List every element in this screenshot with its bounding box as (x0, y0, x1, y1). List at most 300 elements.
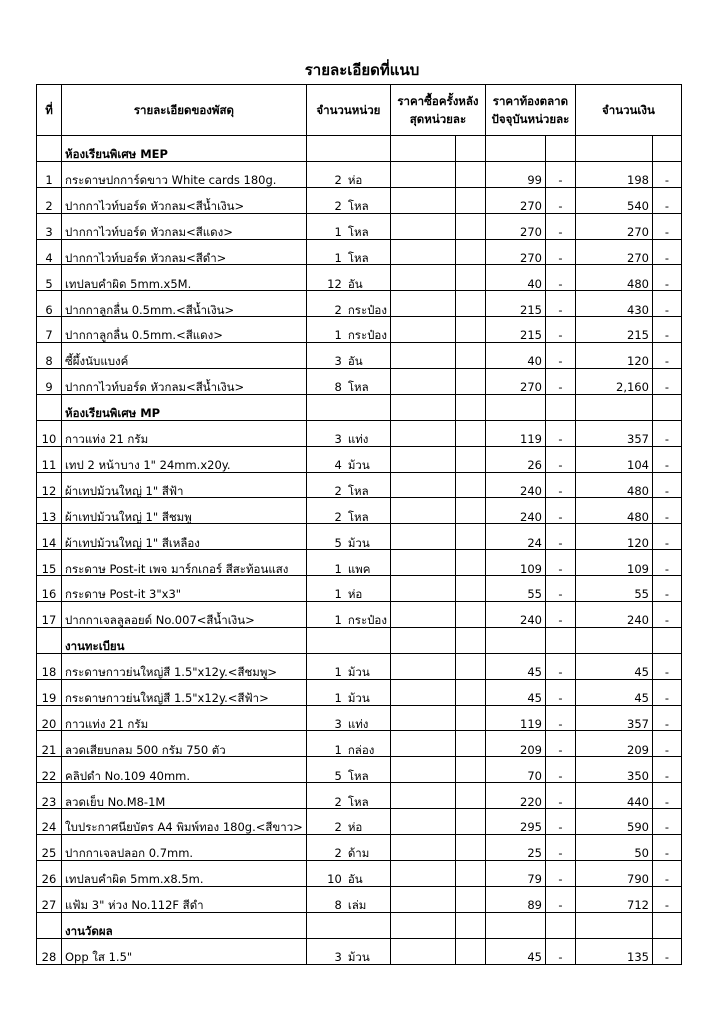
amount-fraction: - (652, 369, 681, 395)
item-description: กาวแท่ง 21 กรัม (62, 705, 307, 731)
last-price-fraction-cell (455, 187, 485, 213)
amount-fraction: - (652, 705, 681, 731)
last-price-cell (390, 420, 455, 446)
market-price-fraction: - (545, 446, 575, 472)
quantity-unit: กระป๋อง (347, 613, 387, 628)
header-last-price: ราคาซื้อครั้งหลังสุดหน่วยละ (390, 85, 485, 136)
section-label: ห้องเรียนพิเศษ MEP (62, 136, 307, 162)
quantity-number: 1 (334, 665, 342, 680)
empty-cell (575, 136, 652, 162)
amount: 480 (575, 265, 652, 291)
market-price-fraction: - (545, 809, 575, 835)
market-price-fraction: - (545, 472, 575, 498)
last-price-cell (390, 498, 455, 524)
last-price-fraction-cell (455, 291, 485, 317)
last-price-fraction-cell (455, 731, 485, 757)
item-quantity (306, 369, 390, 395)
table-row (37, 938, 682, 964)
item-quantity (306, 835, 390, 861)
quantity-number: 2 (334, 794, 342, 809)
amount-fraction: - (652, 524, 681, 550)
header-no: ที่ (37, 85, 62, 136)
last-price-cell (390, 446, 455, 472)
last-price-fraction-cell (455, 576, 485, 602)
quantity-unit: อัน (347, 872, 363, 887)
quantity-unit: โหล (347, 483, 369, 498)
quantity-number: 2 (334, 509, 342, 524)
row-number: 2 (37, 187, 62, 213)
market-price-fraction: - (545, 576, 575, 602)
table-row (37, 705, 682, 731)
market-price: 45 (485, 679, 545, 705)
last-price-fraction-cell (455, 446, 485, 472)
last-price-fraction-cell (455, 239, 485, 265)
empty-cell (545, 912, 575, 938)
row-number: 14 (37, 524, 62, 550)
table-row (37, 809, 682, 835)
amount: 357 (575, 705, 652, 731)
last-price-cell (390, 576, 455, 602)
item-description: ผ้าเทปม้วนใหญ่ 1" สีเหลือง (62, 524, 307, 550)
item-description: ซี้ผึ้งนับแบงค์ (62, 343, 307, 369)
amount: 790 (575, 860, 652, 886)
item-quantity (306, 731, 390, 757)
table-row (37, 446, 682, 472)
market-price: 70 (485, 757, 545, 783)
market-price-fraction: - (545, 602, 575, 628)
market-price: 270 (485, 369, 545, 395)
amount: 480 (575, 498, 652, 524)
header-market-price: ราคาท้องตลาดปัจจุบันหน่วยละ (485, 85, 575, 136)
item-quantity (306, 291, 390, 317)
quantity-unit: แท่ง (347, 716, 369, 731)
row-number: 7 (37, 317, 62, 343)
amount: 104 (575, 446, 652, 472)
table-row (37, 369, 682, 395)
amount-fraction: - (652, 265, 681, 291)
table-row (37, 343, 682, 369)
market-price: 26 (485, 446, 545, 472)
item-quantity (306, 576, 390, 602)
empty-cell (575, 912, 652, 938)
item-quantity (306, 550, 390, 576)
quantity-unit: โหล (347, 380, 369, 395)
market-price-fraction: - (545, 187, 575, 213)
item-quantity (306, 498, 390, 524)
item-quantity (306, 187, 390, 213)
table-row (37, 187, 682, 213)
last-price-fraction-cell (455, 472, 485, 498)
quantity-unit: กระป๋อง (347, 302, 387, 317)
market-price-fraction: - (545, 938, 575, 964)
quantity-number: 4 (334, 457, 342, 472)
row-number: 4 (37, 239, 62, 265)
market-price-fraction: - (545, 731, 575, 757)
empty-cell (575, 394, 652, 420)
amount-fraction: - (652, 213, 681, 239)
empty-cell (306, 912, 390, 938)
empty-cell (652, 912, 681, 938)
quantity-unit: ม้วน (347, 690, 370, 705)
amount: 240 (575, 602, 652, 628)
item-quantity (306, 343, 390, 369)
quantity-number: 2 (334, 483, 342, 498)
market-price: 119 (485, 705, 545, 731)
market-price-fraction: - (545, 550, 575, 576)
item-quantity (306, 783, 390, 809)
market-price-fraction: - (545, 835, 575, 861)
empty-cell (652, 394, 681, 420)
item-description: Opp ใส 1.5" (62, 938, 307, 964)
item-quantity (306, 679, 390, 705)
quantity-unit: เล่ม (347, 898, 367, 913)
quantity-unit: อัน (347, 276, 363, 291)
quantity-unit: ม้วน (347, 949, 370, 964)
last-price-fraction-cell (455, 679, 485, 705)
amount-fraction: - (652, 161, 681, 187)
header-quantity: จำนวนหน่วย (306, 85, 390, 136)
amount: 120 (575, 524, 652, 550)
market-price-fraction: - (545, 679, 575, 705)
last-price-fraction-cell (455, 602, 485, 628)
last-price-cell (390, 783, 455, 809)
quantity-unit: ม้วน (347, 457, 370, 472)
table-row (37, 679, 682, 705)
quantity-number: 2 (334, 820, 342, 835)
quantity-number: 1 (334, 587, 342, 602)
empty-cell (485, 627, 545, 653)
market-price: 240 (485, 602, 545, 628)
market-price-fraction: - (545, 886, 575, 912)
table-row (37, 291, 682, 317)
item-description: เทปลบคำผิด 5mm.x8.5m. (62, 860, 307, 886)
amount-fraction: - (652, 731, 681, 757)
table-row (37, 161, 682, 187)
table-row (37, 317, 682, 343)
last-price-fraction-cell (455, 369, 485, 395)
table-row (37, 653, 682, 679)
quantity-unit: อัน (347, 354, 363, 369)
amount-fraction: - (652, 653, 681, 679)
last-price-fraction-cell (455, 550, 485, 576)
last-price-fraction-cell (455, 757, 485, 783)
last-price-fraction-cell (455, 161, 485, 187)
amount-fraction: - (652, 938, 681, 964)
amount: 50 (575, 835, 652, 861)
market-price: 89 (485, 886, 545, 912)
last-price-fraction-cell (455, 653, 485, 679)
item-quantity (306, 860, 390, 886)
market-price: 40 (485, 343, 545, 369)
last-price-cell (390, 757, 455, 783)
last-price-cell (390, 705, 455, 731)
amount-fraction: - (652, 317, 681, 343)
row-number: 15 (37, 550, 62, 576)
quantity-unit: ห่อ (347, 587, 363, 602)
row-number: 24 (37, 809, 62, 835)
amount-fraction: - (652, 472, 681, 498)
empty-cell (306, 136, 390, 162)
item-description: ปากกาไวท์บอร์ด หัวกลม<สีดำ> (62, 239, 307, 265)
empty-cell (545, 627, 575, 653)
last-price-cell (390, 679, 455, 705)
table-row (37, 550, 682, 576)
amount: 55 (575, 576, 652, 602)
quantity-unit: แท่ง (347, 432, 369, 447)
empty-cell (652, 136, 681, 162)
market-price: 79 (485, 860, 545, 886)
row-number: 5 (37, 265, 62, 291)
section-label: ห้องเรียนพิเศษ MP (62, 394, 307, 420)
table-row (37, 860, 682, 886)
item-description: ปากกาเจลลูลอยด์ No.007<สีน้ำเงิน> (62, 602, 307, 628)
item-description: เทป 2 หน้าบาง 1" 24mm.x20y. (62, 446, 307, 472)
market-price: 215 (485, 291, 545, 317)
amount-fraction: - (652, 602, 681, 628)
item-description: ลวดเสียบกลม 500 กรัม 750 ตัว (62, 731, 307, 757)
row-number: 28 (37, 938, 62, 964)
quantity-unit: ห่อ (347, 820, 363, 835)
quantity-number: 1 (334, 690, 342, 705)
last-price-fraction-cell (455, 343, 485, 369)
row-number: 19 (37, 679, 62, 705)
item-quantity (306, 213, 390, 239)
market-price: 270 (485, 239, 545, 265)
last-price-cell (390, 550, 455, 576)
item-description: กระดาษ Post-it เพจ มาร์กเกอร์ สีสะท้อนแสง (62, 550, 307, 576)
section-row (37, 136, 682, 162)
table-row (37, 783, 682, 809)
quantity-number: 3 (334, 354, 342, 369)
amount: 590 (575, 809, 652, 835)
table-body (37, 136, 682, 965)
market-price-fraction: - (545, 265, 575, 291)
table-row (37, 239, 682, 265)
market-price: 40 (485, 265, 545, 291)
last-price-cell (390, 938, 455, 964)
table-row (37, 498, 682, 524)
last-price-cell (390, 213, 455, 239)
row-number: 23 (37, 783, 62, 809)
quantity-number: 12 (327, 276, 342, 291)
last-price-fraction-cell (455, 420, 485, 446)
row-number-empty (37, 394, 62, 420)
table-row (37, 576, 682, 602)
quantity-unit: โหล (347, 250, 369, 265)
item-description: ปากกาไวท์บอร์ด หัวกลม<สีน้ำเงิน> (62, 187, 307, 213)
empty-cell (306, 394, 390, 420)
row-number: 16 (37, 576, 62, 602)
table-row (37, 265, 682, 291)
item-quantity (306, 446, 390, 472)
last-price-cell (390, 731, 455, 757)
item-description: ผ้าเทปม้วนใหญ่ 1" สีฟ้า (62, 472, 307, 498)
amount-fraction: - (652, 498, 681, 524)
market-price: 24 (485, 524, 545, 550)
table-row (37, 213, 682, 239)
last-price-cell (390, 860, 455, 886)
row-number: 13 (37, 498, 62, 524)
last-price-cell (390, 602, 455, 628)
quantity-number: 5 (334, 768, 342, 783)
item-quantity (306, 602, 390, 628)
row-number: 21 (37, 731, 62, 757)
quantity-number: 1 (334, 742, 342, 757)
item-quantity (306, 757, 390, 783)
row-number: 11 (37, 446, 62, 472)
last-price-fraction-cell (455, 835, 485, 861)
last-price-cell (390, 653, 455, 679)
table-row (37, 757, 682, 783)
item-quantity (306, 886, 390, 912)
last-price-fraction-cell (455, 809, 485, 835)
amount: 270 (575, 213, 652, 239)
last-price-cell (390, 161, 455, 187)
quantity-number: 1 (334, 328, 342, 343)
amount: 712 (575, 886, 652, 912)
table-row (37, 731, 682, 757)
quantity-number: 2 (334, 199, 342, 214)
market-price-fraction: - (545, 653, 575, 679)
row-number: 12 (37, 472, 62, 498)
item-quantity (306, 161, 390, 187)
quantity-unit: โหล (347, 794, 369, 809)
amount-fraction: - (652, 809, 681, 835)
item-quantity (306, 472, 390, 498)
quantity-unit: ห่อ (347, 173, 363, 188)
amount: 198 (575, 161, 652, 187)
amount: 270 (575, 239, 652, 265)
last-price-fraction-cell (455, 213, 485, 239)
quantity-number: 3 (334, 716, 342, 731)
empty-cell (455, 136, 485, 162)
amount-fraction: - (652, 783, 681, 809)
quantity-unit: กล่อง (347, 742, 375, 757)
amount-fraction: - (652, 550, 681, 576)
item-quantity (306, 809, 390, 835)
row-number-empty (37, 627, 62, 653)
item-description: เทปลบคำผิด 5mm.x5M. (62, 265, 307, 291)
empty-cell (545, 394, 575, 420)
last-price-fraction-cell (455, 317, 485, 343)
item-description: ปากกาลูกลื่น 0.5mm.<สีน้ำเงิน> (62, 291, 307, 317)
section-row (37, 627, 682, 653)
empty-cell (390, 136, 455, 162)
market-price: 119 (485, 420, 545, 446)
market-price-fraction: - (545, 860, 575, 886)
market-price-fraction: - (545, 420, 575, 446)
amount-fraction: - (652, 886, 681, 912)
item-description: แฟ้ม 3" ห่วง No.112F สีดำ (62, 886, 307, 912)
item-description: กระดาษกาวย่นใหญ่สี 1.5"x12y.<สีฟ้า> (62, 679, 307, 705)
quantity-unit: โหล (347, 199, 369, 214)
table-row (37, 835, 682, 861)
row-number: 10 (37, 420, 62, 446)
amount: 109 (575, 550, 652, 576)
item-description: กระดาษกาวย่นใหญ่สี 1.5"x12y.<สีชมพู> (62, 653, 307, 679)
market-price: 295 (485, 809, 545, 835)
last-price-cell (390, 317, 455, 343)
market-price-fraction: - (545, 498, 575, 524)
last-price-fraction-cell (455, 265, 485, 291)
empty-cell (390, 627, 455, 653)
row-number-empty (37, 912, 62, 938)
empty-cell (455, 912, 485, 938)
last-price-cell (390, 524, 455, 550)
last-price-fraction-cell (455, 498, 485, 524)
item-description: กระดาษปกการ์ดขาว White cards 180g. (62, 161, 307, 187)
row-number: 17 (37, 602, 62, 628)
market-price: 240 (485, 472, 545, 498)
empty-cell (390, 912, 455, 938)
last-price-cell (390, 835, 455, 861)
amount-fraction: - (652, 420, 681, 446)
amount: 135 (575, 938, 652, 964)
market-price: 99 (485, 161, 545, 187)
market-price-fraction: - (545, 239, 575, 265)
item-description: ปากกาเจลปลอก 0.7mm. (62, 835, 307, 861)
market-price-fraction: - (545, 524, 575, 550)
market-price: 240 (485, 498, 545, 524)
item-quantity (306, 239, 390, 265)
market-price-fraction: - (545, 757, 575, 783)
amount: 120 (575, 343, 652, 369)
market-price-fraction: - (545, 291, 575, 317)
market-price: 270 (485, 187, 545, 213)
item-quantity (306, 653, 390, 679)
item-description: คลิปดำ No.109 40mm. (62, 757, 307, 783)
last-price-fraction-cell (455, 860, 485, 886)
amount-fraction: - (652, 446, 681, 472)
quantity-number: 3 (334, 432, 342, 447)
empty-cell (485, 394, 545, 420)
quantity-unit: โหล (347, 509, 369, 524)
row-number: 22 (37, 757, 62, 783)
last-price-cell (390, 265, 455, 291)
table-row (37, 420, 682, 446)
amount-fraction: - (652, 835, 681, 861)
market-price: 215 (485, 317, 545, 343)
row-number: 26 (37, 860, 62, 886)
row-number: 27 (37, 886, 62, 912)
item-description: ลวดเย็บ No.M8-1M (62, 783, 307, 809)
market-price: 220 (485, 783, 545, 809)
quantity-number: 2 (334, 173, 342, 188)
amount-fraction: - (652, 187, 681, 213)
item-description: ใบประกาศนียบัตร A4 พิมพ์ทอง 180g.<สีขาว> (62, 809, 307, 835)
market-price-fraction: - (545, 213, 575, 239)
amount: 2,160 (575, 369, 652, 395)
quantity-unit: กระป๋อง (347, 328, 387, 343)
item-quantity (306, 317, 390, 343)
amount: 45 (575, 653, 652, 679)
row-number: 25 (37, 835, 62, 861)
item-description: กระดาษ Post-it 3"x3" (62, 576, 307, 602)
quantity-number: 2 (334, 302, 342, 317)
market-price-fraction: - (545, 705, 575, 731)
quantity-unit: ม้วน (347, 665, 370, 680)
market-price-fraction: - (545, 343, 575, 369)
page-title: รายละเอียดที่แนบ (304, 61, 420, 79)
market-price: 25 (485, 835, 545, 861)
market-price: 55 (485, 576, 545, 602)
last-price-fraction-cell (455, 783, 485, 809)
amount-fraction: - (652, 291, 681, 317)
table-row (37, 524, 682, 550)
item-quantity (306, 265, 390, 291)
quantity-number: 8 (334, 898, 342, 913)
market-price-fraction: - (545, 369, 575, 395)
